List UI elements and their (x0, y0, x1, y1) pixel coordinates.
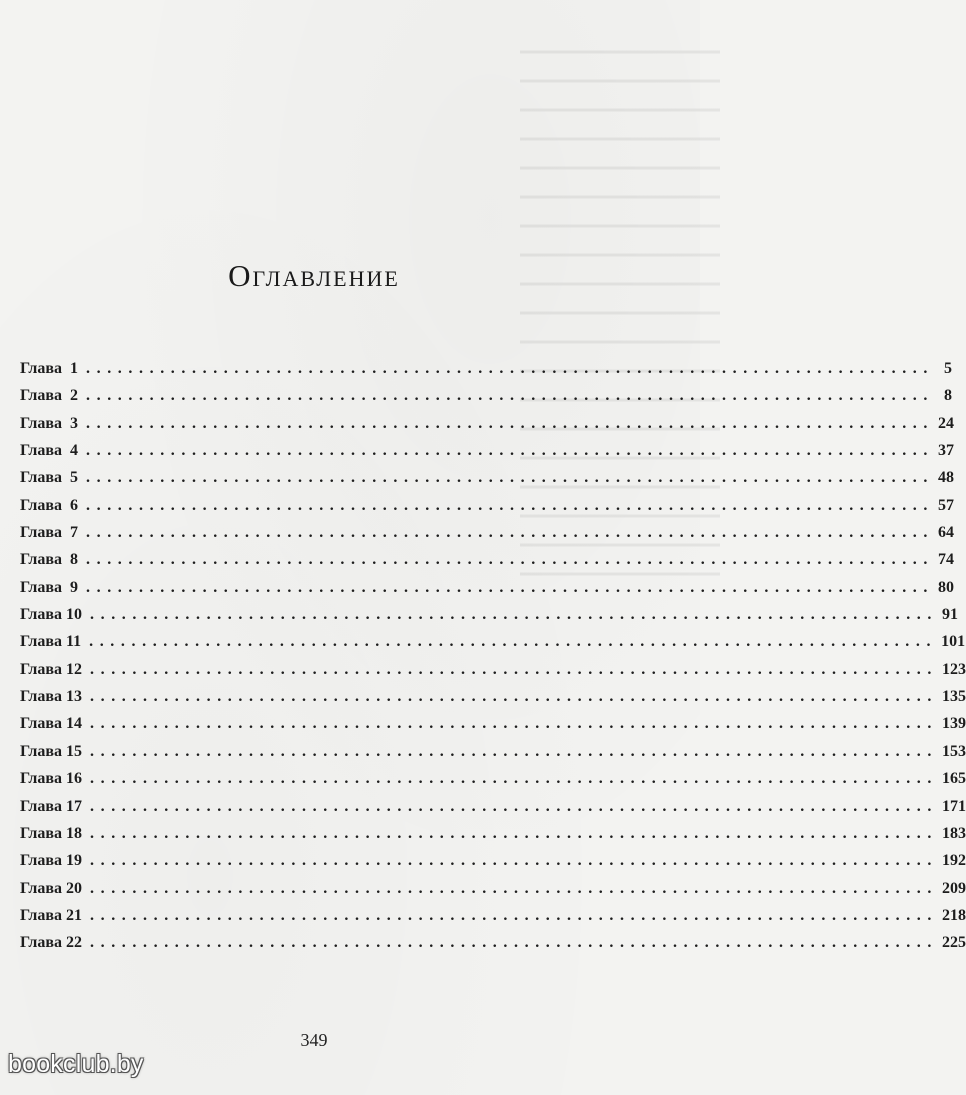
toc-entry (20, 797, 966, 825)
toc-leader-dots: ................................................................................ (90, 715, 938, 733)
toc-entry-page: 101 (941, 633, 966, 651)
toc-entry-label: Глава 13 (20, 688, 82, 706)
toc-leader-dots: ................................................................................ (90, 934, 938, 952)
toc-leader-dots: ................................................................................ (86, 524, 934, 542)
toc-entry-label: Глава 21 (20, 906, 82, 924)
toc-entry-label: Глава 19 (20, 852, 82, 870)
toc-entry-label: Глава 4 (20, 442, 78, 460)
toc-entry-label: Глава 11 (20, 633, 82, 651)
toc-leader-dots: ................................................................................ (90, 852, 938, 870)
toc-leader-dots: ................................................................................ (86, 387, 934, 405)
toc-entry-label: Глава 22 (20, 934, 82, 952)
toc-entry-page: 64 (938, 524, 954, 542)
toc-entry (20, 742, 966, 770)
toc-entry-page: 37 (938, 442, 954, 460)
toc-entry (20, 578, 954, 606)
toc-entry (20, 660, 966, 688)
toc-entry (20, 387, 952, 414)
toc-leader-dots: ................................................................................ (86, 551, 934, 569)
toc-entry-label: Глава 7 (20, 524, 78, 542)
toc-leader-dots: ................................................................................ (90, 770, 938, 788)
toc-entry-label: Глава 14 (20, 715, 82, 733)
toc-entry-page: 225 (942, 934, 966, 952)
toc-leader-dots: ................................................................................ (86, 442, 934, 460)
toc-leader-dots: ................................................................................ (90, 879, 938, 897)
toc-leader-dots: ................................................................................ (86, 469, 934, 487)
toc-entry-page: 209 (942, 879, 966, 897)
toc-leader-dots: ................................................................................ (89, 633, 938, 651)
title-text: Оглавление (228, 258, 400, 293)
toc-entry (20, 824, 966, 852)
toc-entry-page: 153 (942, 742, 966, 760)
toc-entry-page: 165 (942, 770, 966, 788)
toc-entry-label: Глава 20 (20, 879, 82, 897)
toc-entry-page: 5 (944, 360, 952, 377)
toc-leader-dots: ................................................................................ (90, 742, 938, 760)
toc-entry-page: 135 (942, 688, 966, 706)
toc-entry-page: 24 (938, 414, 954, 432)
toc-entry (20, 606, 958, 633)
toc-entry (20, 469, 954, 496)
toc-entry-label: Глава 18 (20, 824, 82, 842)
toc-entry (20, 496, 954, 524)
toc-entry (20, 360, 952, 387)
toc-entry-label: Глава 8 (20, 551, 78, 569)
toc-entry-label: Глава 12 (20, 660, 82, 678)
toc-entry-label: Глава 10 (20, 606, 82, 624)
toc-entry-page: 171 (942, 797, 966, 815)
toc-entry (20, 551, 954, 578)
toc-entry-page: 57 (938, 496, 954, 514)
toc-entry-label: Глава 16 (20, 770, 82, 788)
toc-entry-page: 91 (942, 606, 958, 624)
toc-entry (20, 879, 966, 907)
toc-entry (20, 715, 966, 742)
toc-entry-page: 80 (938, 578, 954, 596)
toc-entry-page: 8 (944, 387, 952, 405)
toc-entry (20, 442, 954, 469)
toc-entry (20, 688, 966, 715)
toc-entry-page: 48 (938, 469, 954, 487)
toc-entry-page: 183 (942, 824, 966, 842)
toc-entry-label: Глава 5 (20, 469, 78, 487)
toc-entry (20, 934, 966, 961)
toc-leader-dots: ................................................................................ (90, 606, 938, 624)
toc-leader-dots: ................................................................................ (90, 797, 938, 815)
toc-entry (20, 633, 966, 660)
toc-leader-dots: ................................................................................ (90, 660, 938, 678)
toc-entry (20, 770, 966, 797)
toc-entry-label: Глава 6 (20, 496, 78, 514)
toc-entry-label: Глава 15 (20, 742, 82, 760)
toc-entry-page: 123 (942, 660, 966, 678)
toc-leader-dots: ................................................................................ (86, 496, 934, 514)
toc-leader-dots: ................................................................................ (90, 906, 938, 924)
page-number: 349 (300, 1030, 328, 1050)
toc-entry-page: 139 (942, 715, 966, 733)
toc-entry (20, 906, 966, 934)
toc-entry (20, 852, 966, 879)
toc-entry (20, 524, 954, 551)
toc-entry-label: Глава 2 (20, 387, 78, 405)
toc-entry-label: Глава 3 (20, 414, 78, 432)
table-of-contents (20, 360, 966, 962)
page-title (0, 258, 628, 294)
toc-leader-dots: ................................................................................ (90, 688, 938, 706)
toc-entry-label: Глава 17 (20, 797, 82, 815)
toc-entry-page: 192 (942, 852, 966, 870)
toc-entry-label: Глава 1 (20, 360, 78, 377)
toc-entry (20, 414, 954, 442)
toc-entry-page: 218 (942, 906, 966, 924)
toc-entry-label: Глава 9 (20, 578, 78, 596)
toc-entry-page: 74 (938, 551, 954, 569)
toc-leader-dots: ................................................................................ (86, 414, 934, 432)
toc-leader-dots: ................................................................................ (86, 578, 934, 596)
toc-leader-dots: ................................................................................ (86, 360, 934, 377)
toc-leader-dots: ................................................................................ (90, 824, 938, 842)
site-watermark: bookclub.by (8, 1050, 144, 1078)
